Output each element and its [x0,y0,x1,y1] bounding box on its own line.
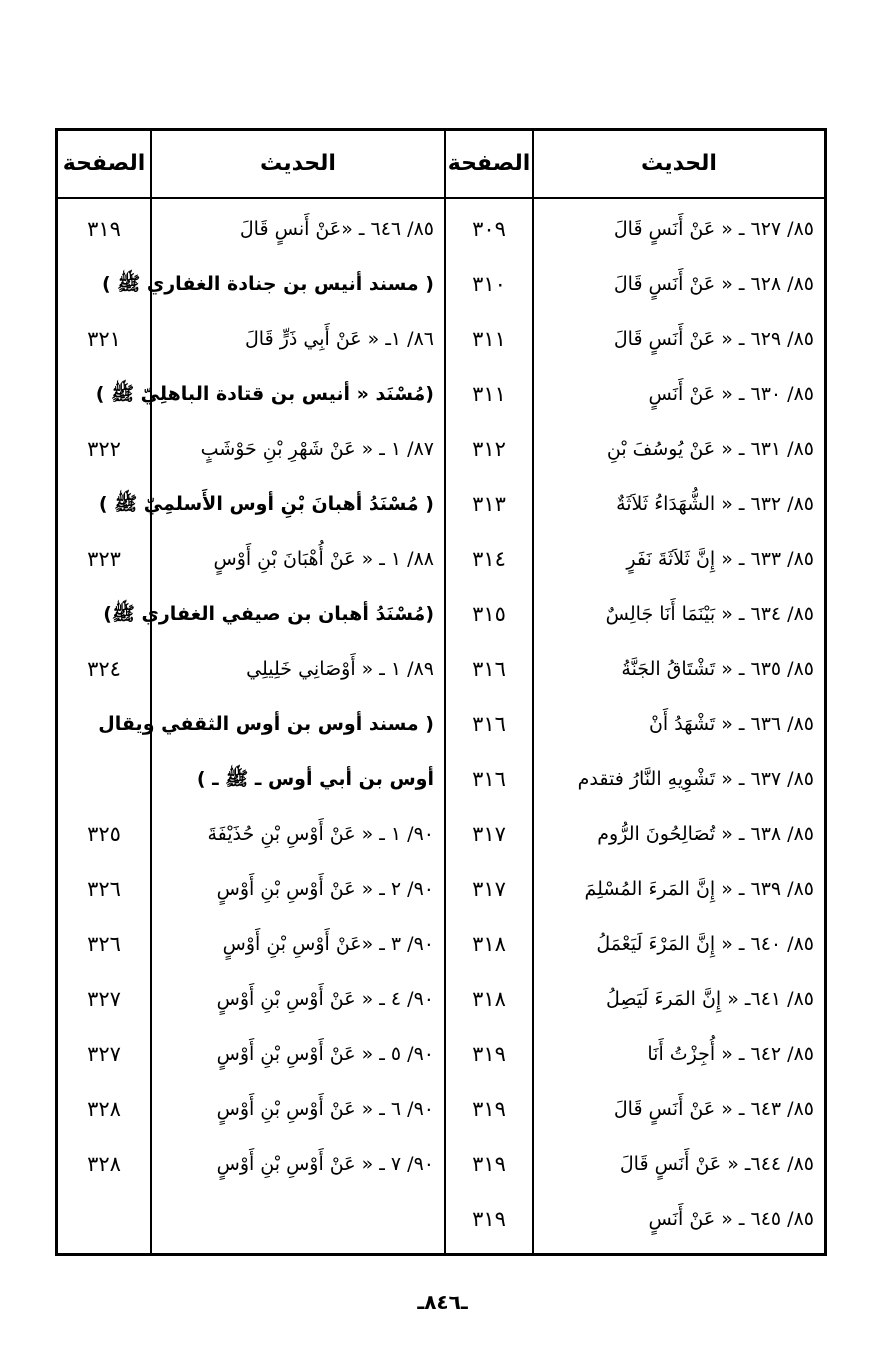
left-page-number: ٣٢٦ [87,877,121,901]
left-page-number [58,759,150,799]
right-page-number: ٣١٠ [472,272,506,296]
right-hadith-entry: ٨٥/ ٦٣٢ ـ « الشُّهَدَاءُ ثَلاَثَةٌ [616,493,814,515]
right-hadith-entry: ٨٥/ ٦٢٨ ـ « عَنْ أَنَسٍ قَالَ [613,273,814,295]
page-number: ـ٨٤٦ـ [417,1290,468,1314]
left-page-number [58,374,150,414]
left-musnad-heading: ( مُسْنَدُ أهبانَ بْنِ أوس الأَسلمِيّ ﷺ ) [98,493,434,515]
right-page-number: ٣١٨ [472,932,506,956]
left-page-number: ٣٢٢ [87,437,121,461]
right-page-number: ٣١٦ [472,767,506,791]
right-hadith-entry: ٨٥/ ٦٣٠ ـ « عَنْ أَنَسٍ [648,383,814,405]
left-page-number: ٣٢٥ [87,822,121,846]
right-hadith-entry: ٨٥/ ٦٣٦ ـ « تَشْهَدُ أَنْ [648,713,814,735]
header-divider [58,197,824,199]
right-hadith-entry: ٨٥/ ٦٢٩ ـ « عَنْ أَنَسٍ قَالَ [613,328,814,350]
right-page-number: ٣١٧ [472,822,506,846]
right-hadith-entry: ٨٥/ ٦٤٢ ـ « أُجِزْتُ أَنَا [647,1043,814,1065]
right-hadith-entry: ٨٥/ ٦٣٤ ـ « بَيْنَمَا أَنَا جَالِسٌ [605,603,814,625]
left-hadith-entry: ٩٠/ ١ ـ « عَنْ أَوْسِ بْنِ حُذَيْفَةَ [207,823,434,845]
header-left-hadith: الحديث [260,151,336,176]
right-page-number: ٣٠٩ [472,217,506,241]
right-page-number: ٣١١ [472,382,506,406]
right-page-number: ٣١٧ [472,877,506,901]
left-page-number: ٣٢٤ [87,657,121,681]
right-hadith-entry: ٨٥/ ٦٣٣ ـ « إِنَّ ثَلاَثَةَ نَفَرٍ [626,548,814,570]
left-musnad-heading: (مُسْنَدُ أهبان بن صيفي الغفاري ﷺ) [103,603,434,625]
left-page-number: ٣٢١ [87,327,121,351]
right-page-number: ٣١٩ [472,1152,506,1176]
left-page-number: ٣٢٧ [87,987,121,1011]
right-hadith-entry: ٨٥/ ٦٣٨ ـ « تُصَالِحُونَ الرُّوم [597,823,814,845]
index-table [55,128,827,1256]
right-hadith-entry: ٨٥/ ٦٣٧ ـ « تَشْوِيهِ النَّارُ فتقدم [577,768,814,790]
left-hadith-entry: ٩٠/ ٦ ـ « عَنْ أَوْسِ بْنِ أَوْسٍ [216,1098,434,1120]
left-page-number: ٣٢٣ [87,547,121,571]
right-page-number: ٣١٦ [472,657,506,681]
right-page-number: ٣١١ [472,327,506,351]
right-hadith-entry: ٨٥/ ٦٤٣ ـ « عَنْ أَنَسٍ قَالَ [613,1098,814,1120]
header-right-hadith: الحديث [641,151,717,176]
right-hadith-entry: ٨٥/ ٦٢٧ ـ « عَنْ أَنَسٍ قَالَ [613,218,814,240]
left-page-number [58,594,150,634]
left-page-number [58,264,150,304]
left-hadith-entry: ٨٧/ ١ ـ « عَنْ شَهْرِ بْنِ حَوْشَبٍ [200,438,434,460]
right-hadith-entry: ٨٥/ ٦٤٥ ـ « عَنْ أَنَسٍ [648,1208,814,1230]
left-page-number: ٣١٩ [87,217,121,241]
right-page-number: ٣١٩ [472,1042,506,1066]
right-hadith-entry: ٨٥/ ٦٣١ ـ « عَنْ يُوسُفَ بْنِ [606,438,814,460]
right-page-number: ٣١٦ [472,712,506,736]
right-page-number: ٣١٥ [472,602,506,626]
left-page-number [58,704,150,744]
header-right-page: الصفحة [447,151,531,176]
left-hadith-entry: ٩٠/ ٢ ـ « عَنْ أَوْسِ بْنِ أَوْسٍ [216,878,434,900]
header-left-page: الصفحة [62,151,146,176]
left-page-number: ٣٢٨ [87,1097,121,1121]
left-hadith-entry: ٩٠/ ٥ ـ « عَنْ أَوْسِ بْنِ أَوْسٍ [216,1043,434,1065]
right-page-number: ٣١٩ [472,1097,506,1121]
left-hadith-entry: ٩٠/ ٤ ـ « عَنْ أَوْسِ بْنِ أَوْسٍ [216,988,434,1010]
right-hadith-entry: ٨٥/ ٦٤٠ ـ « إِنَّ المَرْءَ لَيَعْمَلُ [596,933,814,955]
right-page-number: ٣١٢ [472,437,506,461]
left-hadith-entry: ٩٠/ ٣ ـ «عَنْ أَوْسِ بْنِ أَوْسٍ [222,933,434,955]
left-musnad-heading: (مُسْنَد « أنيس بن قتادة الباهلِيّ ﷺ ) [95,383,434,405]
right-hadith-entry: ٨٥/ ٦٤١ـ « إِنَّ المَرءَ لَيَصِلُ [606,988,814,1010]
divider-right-page [532,131,534,1253]
right-hadith-entry: ٨٥/ ٦٤٤ـ « عَنْ أَنَسٍ قَالَ [619,1153,814,1175]
left-hadith-entry: ٨٨/ ١ ـ « عَنْ أُهْبَانَ بْنِ أَوْسٍ [213,548,434,570]
right-page-number: ٣١٣ [472,492,506,516]
right-page-number: ٣١٩ [472,1207,506,1231]
right-page-number: ٣١٨ [472,987,506,1011]
right-hadith-entry: ٨٥/ ٦٣٩ ـ « إِنَّ المَرءَ المُسْلِمَ [584,878,814,900]
left-hadith-entry: ٨٥/ ٦٤٦ ـ «عَنْ أَنسٍ قَالَ [239,218,434,240]
left-hadith-entry: ٨٩/ ١ ـ « أَوْصَانِي خَلِيلِي [246,658,434,680]
left-hadith-entry: ٨٦/ ١ـ « عَنْ أَبِي ذَرٍّ قَالَ [245,328,434,350]
left-page-number: ٣٢٦ [87,932,121,956]
left-hadith-entry: ٩٠/ ٧ ـ « عَنْ أَوْسِ بْنِ أَوْسٍ [216,1153,434,1175]
left-musnad-heading: أوس بن أبي أوس ـ ﷺ ـ ) [196,768,434,790]
left-musnad-heading: ( مسند أوس بن أوس الثقفي ويقال [98,713,434,735]
left-page-number [58,484,150,524]
left-musnad-heading: ( مسند أنيس بن جنادة الغفاري ﷺ ) [101,273,434,295]
right-page-number: ٣١٤ [472,547,506,571]
left-page-number: ٣٢٨ [87,1152,121,1176]
left-page-number: ٣٢٧ [87,1042,121,1066]
right-hadith-entry: ٨٥/ ٦٣٥ ـ « تَشْتَاقُ الجَنَّةُ [621,658,814,680]
